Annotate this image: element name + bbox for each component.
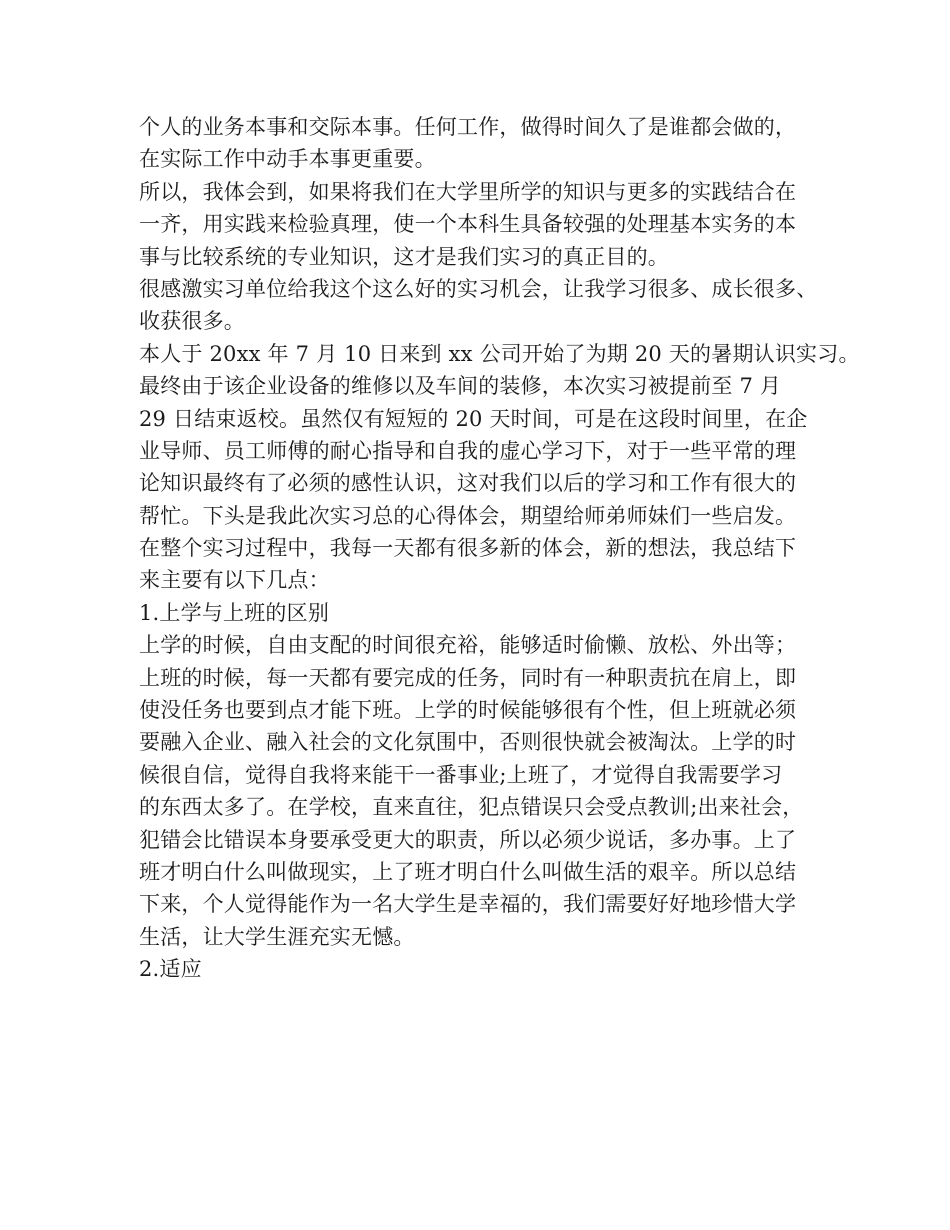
section-heading: 2.适应 [139,957,202,982]
text-line: 犯错会比错误本身要承受更大的职责，所以必须少说话，多办事。上了 [139,827,797,852]
text-line: 要融入企业、融入社会的文化氛围中，否则很快就会被淘汰。上学的时 [139,730,797,755]
text-line: 上班的时候，每一天都有要完成的任务，同时有一种职责抗在肩上，即 [139,665,797,690]
text-line: 的东西太多了。在学校，直来直往，犯点错误只会受点教训;出来社会， [139,795,804,820]
text-line: 论知识最终有了必须的感性认识，这对我们以后的学习和工作有很大的 [139,471,797,496]
text-line: 下来，个人觉得能作为一名大学生是幸福的，我们需要好好地珍惜大学 [139,892,797,917]
text-line: 在整个实习过程中，我每一天都有很多新的体会，新的想法，我总结下 [139,536,797,561]
text-line: 上学的时候，自由支配的时间很充裕，能够适时偷懒、放松、外出等； [139,633,797,658]
text-line: 生活，让大学生涯充实无憾。 [139,924,415,949]
text-line: 帮忙。下头是我此次实习总的心得体会，期望给师弟师妹们一些启发。 [139,503,797,528]
text-line: 最终由于该企业设备的维修以及车间的装修，本次实习被提前至 7 月 [139,374,782,399]
text-line: 一齐，用实践来检验真理，使一个本科生具备较强的处理基本实务的本 [139,212,797,237]
text-line: 收获很多。 [139,309,245,334]
text-line: 本人于 20xx 年 7 月 10 日来到 xx 公司开始了为期 20 天的暑期认识实习。 [139,341,860,366]
text-line: 事与比较系统的专业知识，这才是我们实习的真正目的。 [139,244,669,269]
text-line: 很感激实习单位给我这个这么好的实习机会，让我学习很多、成长很多、 [139,276,818,301]
text-line: 使没任务也要到点才能下班。上学的时候能够很有个性，但上班就必须 [139,698,797,723]
text-line: 29 日结束返校。虽然仅有短短的 20 天时间，可是在这段时间里，在企 [139,406,808,431]
text-line: 个人的业务本事和交际本事。任何工作，做得时间久了是谁都会做的， [139,115,797,139]
text-line: 班才明白什么叫做现实，上了班才明白什么叫做生活的艰辛。所以总结 [139,859,797,884]
text-line: 所以，我体会到，如果将我们在大学里所学的知识与更多的实践结合在 [139,179,797,204]
document-body [139,111,860,986]
text-line: 来主要有以下几点： [139,568,330,593]
text-line: 候很自信，觉得自我将来能干一番事业;上班了，才觉得自我需要学习 [139,762,783,787]
text-line: 在实际工作中动手本事更重要。 [139,147,436,172]
section-heading: 1.上学与上班的区别 [139,600,330,625]
text-line: 业导师、员工师傅的耐心指导和自我的虚心学习下，对于一些平常的理 [139,438,797,463]
